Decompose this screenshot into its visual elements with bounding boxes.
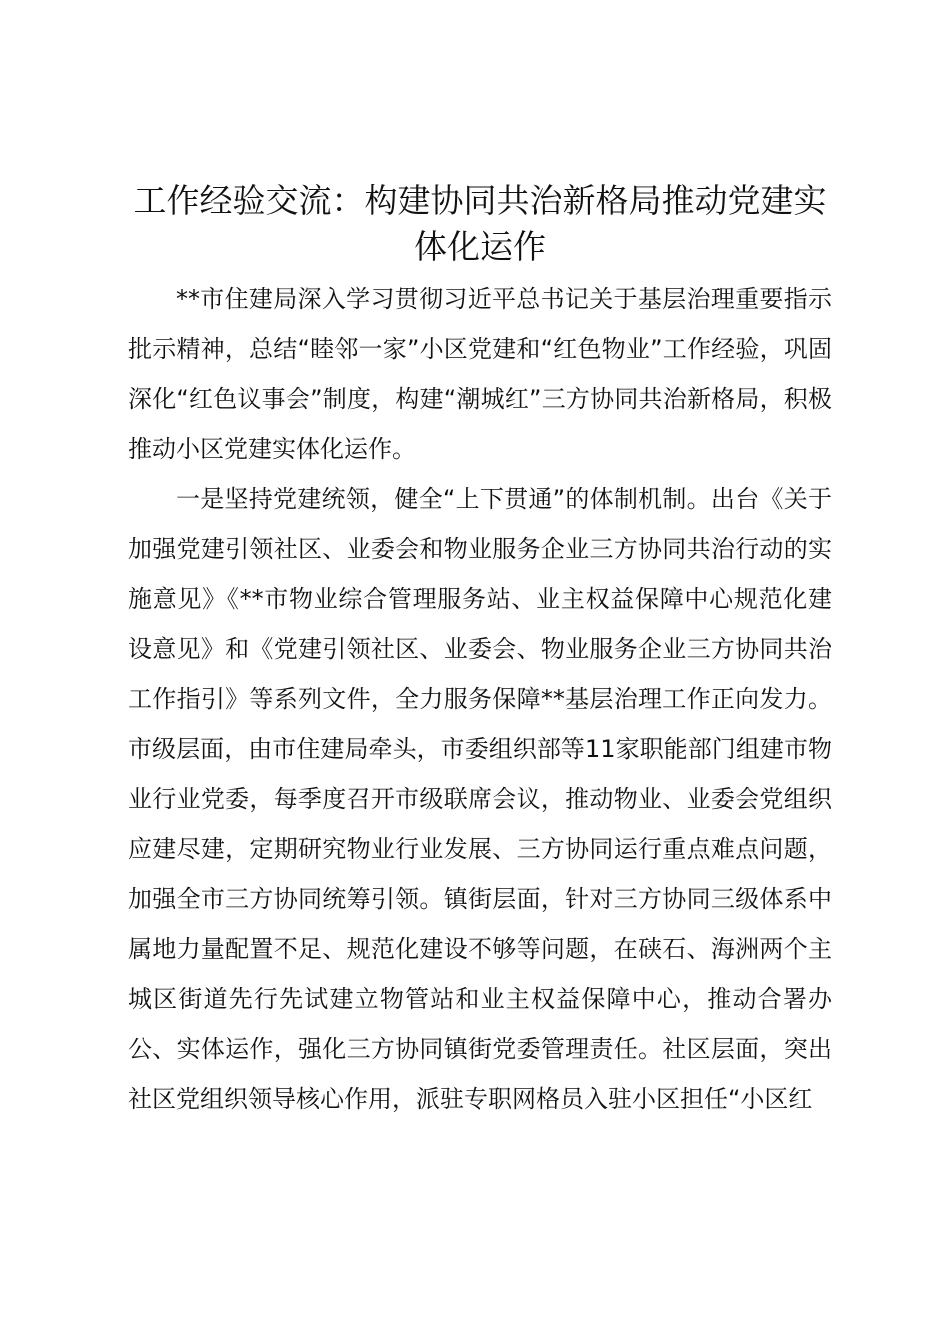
- paragraph-intro: **市住建局深入学习贯彻习近平总书记关于基层治理重要指示批示精神，总结“睦邻一家”小区党建和“红色物业”工作经验，巩固深化“红色议事会”制度，构建“潮城红”三方协同共治新格局，积极推动小区党建实体化运作。: [128, 285, 832, 463]
- document-title: 工作经验交流：构建协同共治新格局推动党建实体化运作: [133, 181, 827, 266]
- paragraph-section-one: 一是坚持党建统领，健全“上下贯通”的体制机制。出台《关于加强党建引领社区、业委会和物业服务企业三方协同共治行动的实施意见》《**市物业综合管理服务站、业主权益保障中心规范化建设意见》和《党建引领社区、业委会、物业服务企业三方协同共治工作指引》等系列文件，全力服务保障**基层治理工作正向发力。市级层面，由市住建局牵头，市委组织部等11家职能部门组建市物业行业党委，每季度召开市级联席会议，推动物业、业委会党组织应建尽建，定期研究物业行业发展、三方协同运行重点难点问题，加强全市三方协同统筹引领。镇街层面，针对三方协同三级体系中属地力量配置不足、规范化建设不够等问题，在硖石、海洲两个主城区街道先行先试建立物管站和业主权益保障中心，推动合署办公、实体运作，强化三方协同镇街党委管理责任。社区层面，突出社区党组织领导核心作用，派驻专职网格员入驻小区担任“小区红: [128, 485, 832, 1113]
- document-page: [128, 178, 832, 1124]
